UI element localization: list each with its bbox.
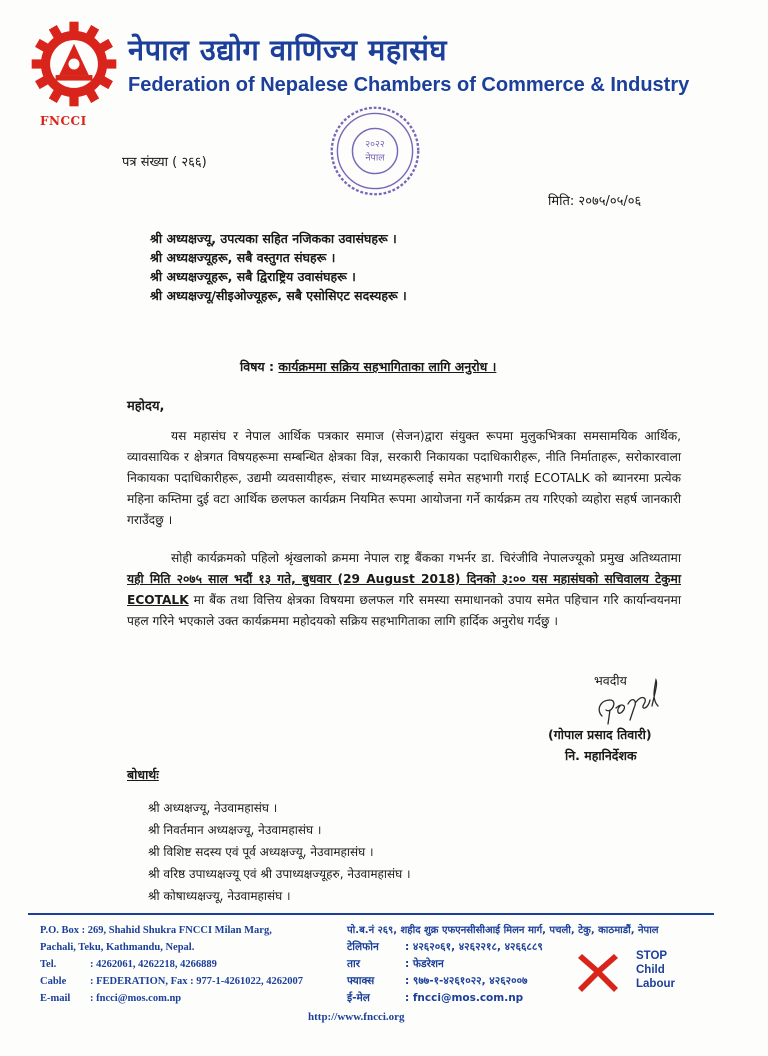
- footer-tel-np-label: टेलिफोन: [347, 941, 379, 953]
- footer-tel-np: : ४२६२०६१, ४२६२२१८, ४२६६८८९: [405, 941, 543, 953]
- body-paragraph-2: [127, 548, 681, 632]
- recipient-line: श्री अध्यक्षज्यूहरू, सबै वस्तुगत संघहरू ।: [150, 250, 336, 265]
- cc-item: श्री वरिष्ठ उपाध्यक्षज्यू एवं श्री उपाध्यक्षज्यूहरु, नेउवामहासंघ ।: [148, 867, 411, 881]
- fncci-logo: [28, 18, 120, 110]
- footer-cable-label: Cable: [40, 976, 67, 987]
- footer-divider: [28, 913, 714, 915]
- recipient-list: [150, 229, 407, 305]
- website-link[interactable]: http://www.fncci.org: [308, 1011, 405, 1023]
- subject-label: विषय :: [240, 359, 275, 374]
- subject-text: कार्यक्रममा सक्रिय सहभागिताका लागि अनुरोध ।: [278, 359, 497, 374]
- recipient-line: श्री अध्यक्षज्यूहरू, सबै द्विराष्ट्रिय उवासंघहरू ।: [150, 269, 356, 284]
- para2-rest: मा बैंक तथा वित्तिय क्षेत्रका विषयमा छलफल गरि समस्या समाधानको उपाय समेत पहिचान गरि कार्यान्वयनमा पहल गरिने भएकाले उक्त कार्यक्रममा महोदयको सक्रिय सहभागिताका लागि हार्दिक अनुरोध गर्दछु ।: [127, 593, 681, 628]
- cc-list: [148, 797, 411, 907]
- signatory-title: नि. महानिर्देशक: [565, 748, 637, 763]
- letter-number: पत्र संख्या ( २६६): [122, 155, 207, 170]
- footer-address-line-2: Pachali, Teku, Kathmandu, Nepal.: [40, 942, 195, 953]
- footer-tel-label: Tel.: [40, 959, 57, 970]
- handwritten-signature: [588, 670, 668, 730]
- footer-address-line-1: P.O. Box : 269, Shahid Shukra FNCCI Milan Marg,: [40, 925, 272, 936]
- stamp-place: नेपाल: [365, 152, 385, 164]
- cc-item: श्री अध्यक्षज्यू, नेउवामहासंघ ।: [148, 801, 278, 815]
- para2-intro: सोही कार्यक्रमको पहिलो श्रृंखलाको क्रममा नेपाल राष्ट्र बैंकका गभर्नर डा. चिरंजीवि नेपालज्यूको प्रमुख अतिथ्यतामा: [171, 551, 681, 565]
- closing: भवदीय: [594, 673, 627, 688]
- para2-highlight: यही मिति २०७५ साल भदौं १३ गते, बुधवार (29 August 2018) दिनको ३:०० यस महासंघको सचिवालय टेकुमा ECOTALK: [127, 572, 681, 607]
- org-name-english: Federation of Nepalese Chambers of Commerce & Industry: [128, 74, 690, 96]
- signatory-name: (गोपाल प्रसाद तिवारी): [548, 727, 652, 742]
- cc-item: श्री निवर्तमान अध्यक्षज्यू, नेउवामहासंघ ।: [148, 823, 322, 837]
- recipient-line: श्री अध्यक्षज्यू, उपत्यका सहित नजिकका उवासंघहरू ।: [150, 231, 397, 246]
- footer-email: : fncci@mos.com.np: [90, 993, 182, 1004]
- footer-fax-np: : ९७७-१-४२६१०२२, ४२६२००७: [405, 975, 528, 987]
- salutation: महोदय,: [127, 399, 165, 414]
- footer-cable-np-label: तार: [347, 958, 360, 970]
- body-paragraph-1: यस महासंघ र नेपाल आर्थिक पत्रकार समाज (सेजन)द्वारा संयुक्त रूपमा मुलुकभित्रका समसामयिक आर्थिक, व्यावसायिक र क्षेत्रगत विषयहरूमा सम्बन्धित क्षेत्रका विज्ञ, सरकारी निकायका पदाधिकारीहरू, नीति निर्माताहरू, सरोकारवाला निकायका पदाधिकारीहरू, उद्यमी व्यवसायीहरू, संचार माध्यमहरूलाई समेत सहभागी गराई ECOTALK को ब्यानरमा प्रत्येक महिना कम्तिमा दुई वटा आर्थिक छलफल कार्यक्रम नियमित रूपमा आयोजना गर्ने कार्यक्रम तय गरिएको व्यहोरा सहर्ष जानकारी गराउँदछु ।: [127, 429, 681, 527]
- footer-contact-english: [40, 922, 303, 1007]
- stamp-year: २०२२: [365, 139, 385, 151]
- footer-email-np: : fncci@mos.com.np: [405, 992, 524, 1004]
- footer-email-label: E-mail: [40, 993, 71, 1004]
- cc-item: श्री कोषाध्यक्षज्यू, नेउवामहासंघ ।: [148, 889, 291, 903]
- recipient-line: श्री अध्यक्षज्यू/सीइओज्यूहरू, सबै एसोसिएट सदस्यहरू ।: [150, 288, 407, 303]
- footer-fax-np-label: फ्याक्स: [347, 975, 375, 987]
- letter-date: मिति: २०७५/०५/०६: [548, 194, 642, 209]
- footer-email-np-label: ई-मेल: [347, 992, 370, 1004]
- footer-address-nepali: पो.ब.नं २६९, शहीद शुक्र एफएनसीसीआई मिलन मार्ग, पचली, टेकु, काठमाडौं, नेपाल: [347, 925, 659, 936]
- stop-child-labour-x-icon: [574, 948, 622, 996]
- footer-tel: : 4262061, 4262218, 4266889: [90, 959, 217, 970]
- footer-cable: : FEDERATION, Fax : 977-1-4261022, 4262007: [90, 976, 304, 987]
- org-name-nepali: नेपाल उद्योग वाणिज्य महासंघ: [128, 33, 448, 67]
- cc-item: श्री विशिष्ट सदस्य एवं पूर्व अध्यक्षज्यू, नेउवामहासंघ ।: [148, 845, 374, 859]
- footer-cable-np: : फेडरेशन: [405, 958, 444, 970]
- cc-heading: बोधार्थः: [127, 767, 159, 782]
- stop-child-labour-text: STOP Child Labour: [636, 950, 675, 990]
- subject-line: [240, 358, 496, 375]
- office-seal-stamp: [328, 104, 422, 198]
- logo-caption: FNCCI: [40, 114, 87, 128]
